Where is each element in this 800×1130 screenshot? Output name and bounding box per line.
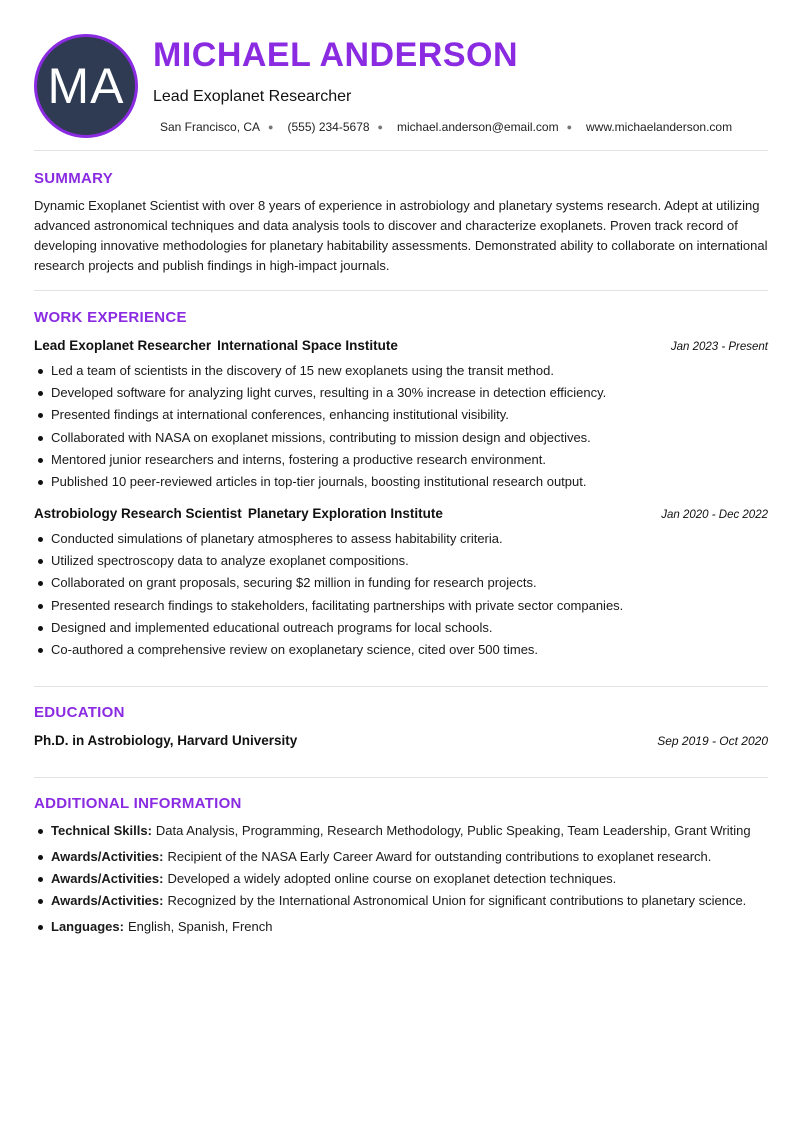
separator-dot-icon: ● bbox=[268, 122, 274, 132]
separator-dot-icon: ● bbox=[566, 122, 573, 132]
info-text: English, Spanish, French bbox=[127, 919, 273, 934]
list-item bbox=[34, 890, 774, 916]
job-date: Jan 2020 - Dec 2022 bbox=[661, 509, 768, 521]
education-entry bbox=[34, 733, 768, 748]
avatar bbox=[34, 34, 138, 138]
list-item: Published 10 peer-reviewed articles in top-tier journals, boosting institutional research output. bbox=[34, 471, 774, 493]
list-item bbox=[34, 916, 774, 938]
list-item: Presented findings at international conferences, enhancing institutional visibility. bbox=[34, 404, 774, 426]
info-text: Data Analysis, Programming, Research Methodology, Public Speaking, Team Leadership, Grant Writing bbox=[155, 823, 751, 838]
info-label: Awards/Activities: bbox=[51, 871, 164, 886]
list-item: Collaborated on grant proposals, securing $2 million in funding for research projects. bbox=[34, 572, 774, 594]
list-item bbox=[34, 820, 774, 846]
info-text: Developed a widely adopted online course on exoplanet detection techniques. bbox=[167, 871, 617, 886]
contact-email[interactable]: michael.anderson@email.com bbox=[396, 120, 559, 134]
job-header bbox=[34, 506, 768, 521]
section-title-additional: ADDITIONAL INFORMATION bbox=[34, 795, 242, 812]
info-label: Technical Skills: bbox=[51, 823, 152, 838]
job-organization: International Space Institute bbox=[217, 338, 398, 353]
list-item: Led a team of scientists in the discovery of 15 new exoplanets using the transit method. bbox=[34, 360, 774, 382]
list-item: Collaborated with NASA on exoplanet missions, contributing to mission design and objectives. bbox=[34, 427, 774, 449]
info-text: Recognized by the International Astronomical Union for significant contributions to planetary science. bbox=[167, 893, 747, 908]
list-item: Utilized spectroscopy data to analyze exoplanet compositions. bbox=[34, 550, 774, 572]
contact-website[interactable]: www.michaelanderson.com bbox=[586, 120, 733, 134]
job-date: Jan 2023 - Present bbox=[670, 341, 768, 353]
list-item bbox=[34, 846, 774, 868]
section-title-experience: WORK EXPERIENCE bbox=[34, 309, 187, 326]
list-item: Co-authored a comprehensive review on exoplanetary science, cited over 500 times. bbox=[34, 639, 774, 661]
job-title bbox=[34, 338, 398, 353]
additional-info-list bbox=[34, 820, 774, 938]
job-organization: Planetary Exploration Institute bbox=[247, 506, 443, 521]
candidate-role: Lead Exoplanet Researcher bbox=[153, 88, 352, 105]
list-item: Designed and implemented educational outreach programs for local schools. bbox=[34, 617, 774, 639]
divider bbox=[34, 150, 768, 151]
info-text: Recipient of the NASA Early Career Award for outstanding contributions to exoplanet research. bbox=[167, 849, 712, 864]
job-bullets bbox=[34, 360, 774, 493]
info-label: Awards/Activities: bbox=[51, 893, 164, 908]
job-header bbox=[34, 338, 768, 353]
summary-text: Dynamic Exoplanet Scientist with over 8 years of experience in astrobiology and planetary systems research. Adept at utilizing advanced astronomical techniques and data analysis tools to discover and characterize exoplanets. Proven track record of developing innovative methodologies for planetary habitability assessments. Demonstrated ability to collaborate on international research projects and publish findings in high-impact journals. bbox=[34, 198, 768, 273]
job-role: Lead Exoplanet Researcher bbox=[34, 338, 212, 353]
education-degree: Ph.D. in Astrobiology, Harvard University bbox=[34, 733, 298, 748]
info-label: Languages: bbox=[51, 919, 124, 934]
divider bbox=[34, 290, 768, 291]
contact-location: San Francisco, CA bbox=[160, 120, 261, 134]
list-item: Conducted simulations of planetary atmospheres to assess habitability criteria. bbox=[34, 528, 774, 550]
list-item: Presented research findings to stakeholders, facilitating partnerships with private sector companies. bbox=[34, 595, 774, 617]
section-title-education: EDUCATION bbox=[34, 704, 125, 721]
job-title bbox=[34, 506, 443, 521]
list-item bbox=[34, 868, 774, 890]
divider bbox=[34, 777, 768, 778]
info-label: Awards/Activities: bbox=[51, 849, 164, 864]
contact-phone: (555) 234-5678 bbox=[287, 120, 370, 134]
contact-bar bbox=[160, 120, 732, 134]
list-item: Developed software for analyzing light curves, resulting in a 30% increase in detection efficiency. bbox=[34, 382, 774, 404]
list-item: Mentored junior researchers and interns, fostering a productive research environment. bbox=[34, 449, 774, 471]
job-role: Astrobiology Research Scientist bbox=[34, 506, 242, 521]
avatar-initials: MA bbox=[47, 58, 125, 114]
candidate-name: MICHAEL ANDERSON bbox=[153, 36, 519, 74]
section-title-summary: SUMMARY bbox=[34, 170, 114, 187]
divider bbox=[34, 686, 768, 687]
separator-dot-icon: ● bbox=[377, 122, 383, 132]
job-bullets bbox=[34, 528, 774, 661]
education-date: Sep 2019 - Oct 2020 bbox=[657, 734, 768, 748]
